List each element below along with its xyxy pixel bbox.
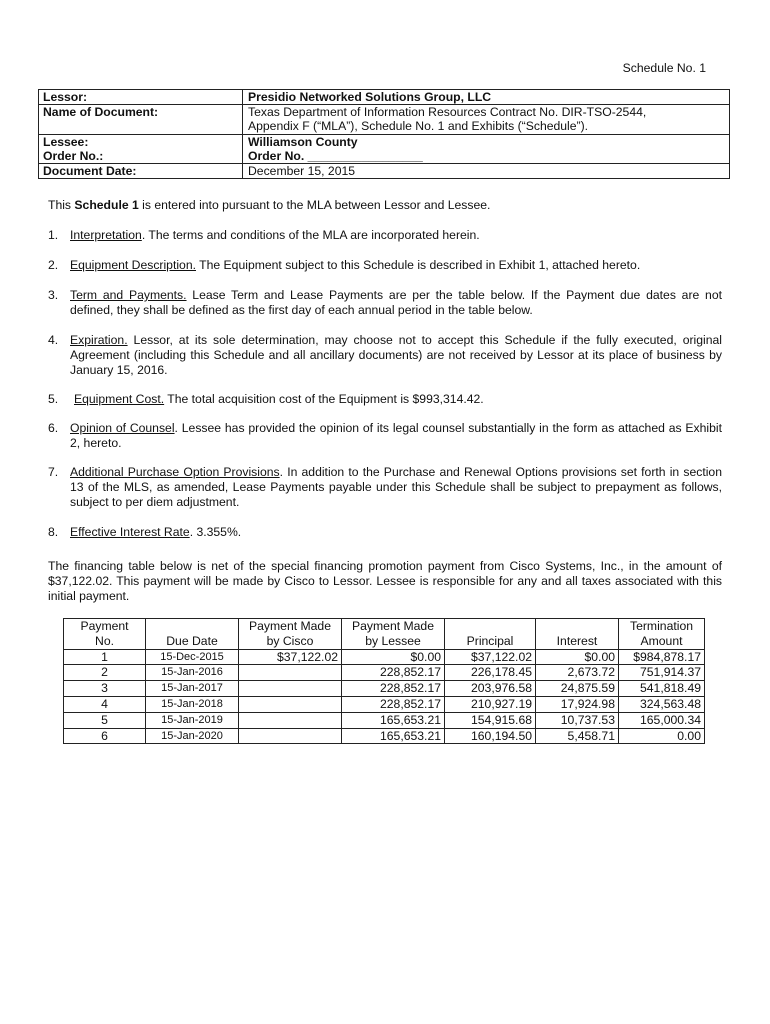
by-lessee-cell: 165,653.21 bbox=[342, 728, 445, 744]
intro-pre: This bbox=[48, 198, 75, 212]
due-date-cell: 15-Jan-2016 bbox=[146, 665, 239, 681]
principal-cell: 154,915.68 bbox=[445, 712, 536, 728]
lessee-label: Lessee: bbox=[39, 134, 243, 149]
table-row bbox=[64, 649, 705, 665]
clause-text: . In addition to the Purchase and Renewal Options provisions set forth in section 13 of the MLS, as amended, Lease Payments payable under this Schedule shall be subject to prepayment as follows, subject to per diem adjustment. bbox=[70, 465, 722, 510]
clause-3 bbox=[48, 288, 722, 318]
table-row bbox=[64, 712, 705, 728]
clause-text: Lease Term and Lease Payments are per the table below. If the Payment due dates are not defined, they shall be defined as the first day of each annual period in the table below. bbox=[70, 288, 722, 318]
clause-6 bbox=[48, 421, 722, 451]
intro-schedule-name: Schedule 1 bbox=[74, 198, 139, 212]
table-header-row bbox=[64, 619, 705, 650]
by-lessee-cell: 228,852.17 bbox=[342, 681, 445, 697]
clause-text: . The terms and conditions of the MLA are incorporated herein. bbox=[141, 228, 480, 242]
col-header-termination: Termination Amount bbox=[619, 619, 705, 650]
by-lessee-cell: 165,653.21 bbox=[342, 712, 445, 728]
clause-number: 5. bbox=[48, 392, 59, 406]
termination-cell: $984,878.17 bbox=[619, 649, 705, 665]
document-name-line-1: Texas Department of Information Resources Contract No. DIR-TSO-2544, bbox=[248, 105, 647, 120]
col-header-interest: Interest bbox=[536, 619, 619, 650]
clause-number: 8. bbox=[48, 525, 59, 539]
intro-paragraph bbox=[48, 198, 722, 213]
schedule-number: Schedule No. 1 bbox=[622, 61, 706, 75]
interest-cell: $0.00 bbox=[536, 649, 619, 665]
clause-title: Additional Purchase Option Provisions bbox=[70, 465, 280, 479]
document-header-table bbox=[38, 89, 730, 179]
lessee-value: Williamson County bbox=[243, 134, 730, 149]
order-number-label: Order No.: bbox=[39, 149, 243, 164]
clause-number: 7. bbox=[48, 465, 59, 479]
by-lessee-cell: $0.00 bbox=[342, 649, 445, 665]
clause-title: Expiration. bbox=[70, 333, 128, 347]
clause-1 bbox=[48, 228, 722, 243]
interest-cell: 17,924.98 bbox=[536, 696, 619, 712]
principal-cell: 203,976.58 bbox=[445, 681, 536, 697]
financing-table bbox=[63, 618, 705, 744]
clause-number: 2. bbox=[48, 258, 59, 272]
payment-no-cell: 5 bbox=[64, 712, 146, 728]
document-name-line-2: Appendix F (“MLA”), Schedule No. 1 and Exhibits (“Schedule”). bbox=[248, 119, 589, 134]
principal-cell: $37,122.02 bbox=[445, 649, 536, 665]
due-date-cell: 15-Jan-2019 bbox=[146, 712, 239, 728]
clause-number: 4. bbox=[48, 333, 59, 347]
by-cisco-cell bbox=[239, 665, 342, 681]
payment-no-cell: 6 bbox=[64, 728, 146, 744]
financing-note: The financing table below is net of the special financing promotion payment from Cisco Systems, Inc., in the amount of $37,122.02. This payment will be made by Cisco to Lessor. Lessee is responsible for any and all taxes associated with this initial payment. bbox=[48, 559, 722, 604]
clause-title: Effective Interest Rate bbox=[70, 525, 190, 539]
by-cisco-cell bbox=[239, 712, 342, 728]
by-cisco-cell bbox=[239, 696, 342, 712]
clause-4 bbox=[48, 333, 722, 379]
document-date-label: Document Date: bbox=[39, 164, 243, 179]
clause-number: 6. bbox=[48, 421, 59, 435]
payment-no-cell: 3 bbox=[64, 681, 146, 697]
document-date-value: December 15, 2015 bbox=[243, 164, 730, 179]
termination-cell: 0.00 bbox=[619, 728, 705, 744]
clause-8 bbox=[48, 525, 722, 540]
clause-text: The Equipment subject to this Schedule is described in Exhibit 1, attached hereto. bbox=[196, 258, 641, 272]
clause-text: The total acquisition cost of the Equipment is $993,314.42. bbox=[164, 392, 484, 406]
col-header-due-date: Due Date bbox=[146, 619, 239, 650]
clause-title: Term and Payments. bbox=[70, 288, 187, 302]
lessor-value: Presidio Networked Solutions Group, LLC bbox=[243, 90, 730, 105]
by-cisco-cell bbox=[239, 728, 342, 744]
clause-title: Equipment Description. bbox=[70, 258, 196, 272]
col-header-principal: Principal bbox=[445, 619, 536, 650]
table-row bbox=[64, 728, 705, 744]
interest-cell: 2,673.72 bbox=[536, 665, 619, 681]
termination-cell: 324,563.48 bbox=[619, 696, 705, 712]
due-date-cell: 15-Jan-2020 bbox=[146, 728, 239, 744]
clause-2 bbox=[48, 258, 722, 273]
payment-no-cell: 4 bbox=[64, 696, 146, 712]
clause-text: . 3.355%. bbox=[189, 525, 242, 539]
document-name-label: Name of Document: bbox=[39, 105, 243, 134]
col-header-by-lessee: Payment Made by Lessee bbox=[342, 619, 445, 650]
clause-number: 1. bbox=[48, 228, 59, 242]
document-name-value bbox=[243, 105, 730, 134]
due-date-cell: 15-Dec-2015 bbox=[146, 649, 239, 665]
clause-5 bbox=[48, 392, 722, 407]
by-cisco-cell bbox=[239, 681, 342, 697]
interest-cell: 24,875.59 bbox=[536, 681, 619, 697]
clause-text: Lessor, at its sole determination, may choose not to accept this Schedule if the fully executed, original Agreement (including this Schedule and all ancillary documents) are not received by Lessor at its place of business by January 15, 2016. bbox=[70, 333, 722, 378]
payment-no-cell: 1 bbox=[64, 649, 146, 665]
termination-cell: 541,818.49 bbox=[619, 681, 705, 697]
by-cisco-cell: $37,122.02 bbox=[239, 649, 342, 665]
payment-no-cell: 2 bbox=[64, 665, 146, 681]
table-row bbox=[64, 696, 705, 712]
clause-title: Equipment Cost. bbox=[74, 392, 165, 406]
clause-title: Opinion of Counsel bbox=[70, 421, 175, 435]
principal-cell: 210,927.19 bbox=[445, 696, 536, 712]
lessor-label: Lessor: bbox=[39, 90, 243, 105]
principal-cell: 160,194.50 bbox=[445, 728, 536, 744]
intro-post: is entered into pursuant to the MLA between Lessor and Lessee. bbox=[138, 198, 491, 212]
interest-cell: 5,458.71 bbox=[536, 728, 619, 744]
principal-cell: 226,178.45 bbox=[445, 665, 536, 681]
interest-cell: 10,737.53 bbox=[536, 712, 619, 728]
clause-text: . Lessee has provided the opinion of its legal counsel substantially in the form as attached as Exhibit 2, hereto. bbox=[70, 421, 722, 451]
order-number-value: Order No. _________________ bbox=[243, 149, 730, 164]
table-row bbox=[64, 665, 705, 681]
col-header-by-cisco: Payment Made by Cisco bbox=[239, 619, 342, 650]
by-lessee-cell: 228,852.17 bbox=[342, 665, 445, 681]
clause-title: Interpretation bbox=[70, 228, 142, 242]
termination-cell: 165,000.34 bbox=[619, 712, 705, 728]
table-row bbox=[64, 681, 705, 697]
by-lessee-cell: 228,852.17 bbox=[342, 696, 445, 712]
clause-number: 3. bbox=[48, 288, 59, 302]
termination-cell: 751,914.37 bbox=[619, 665, 705, 681]
clause-7 bbox=[48, 465, 722, 511]
col-header-payment-no: Payment No. bbox=[64, 619, 146, 650]
due-date-cell: 15-Jan-2018 bbox=[146, 696, 239, 712]
due-date-cell: 15-Jan-2017 bbox=[146, 681, 239, 697]
